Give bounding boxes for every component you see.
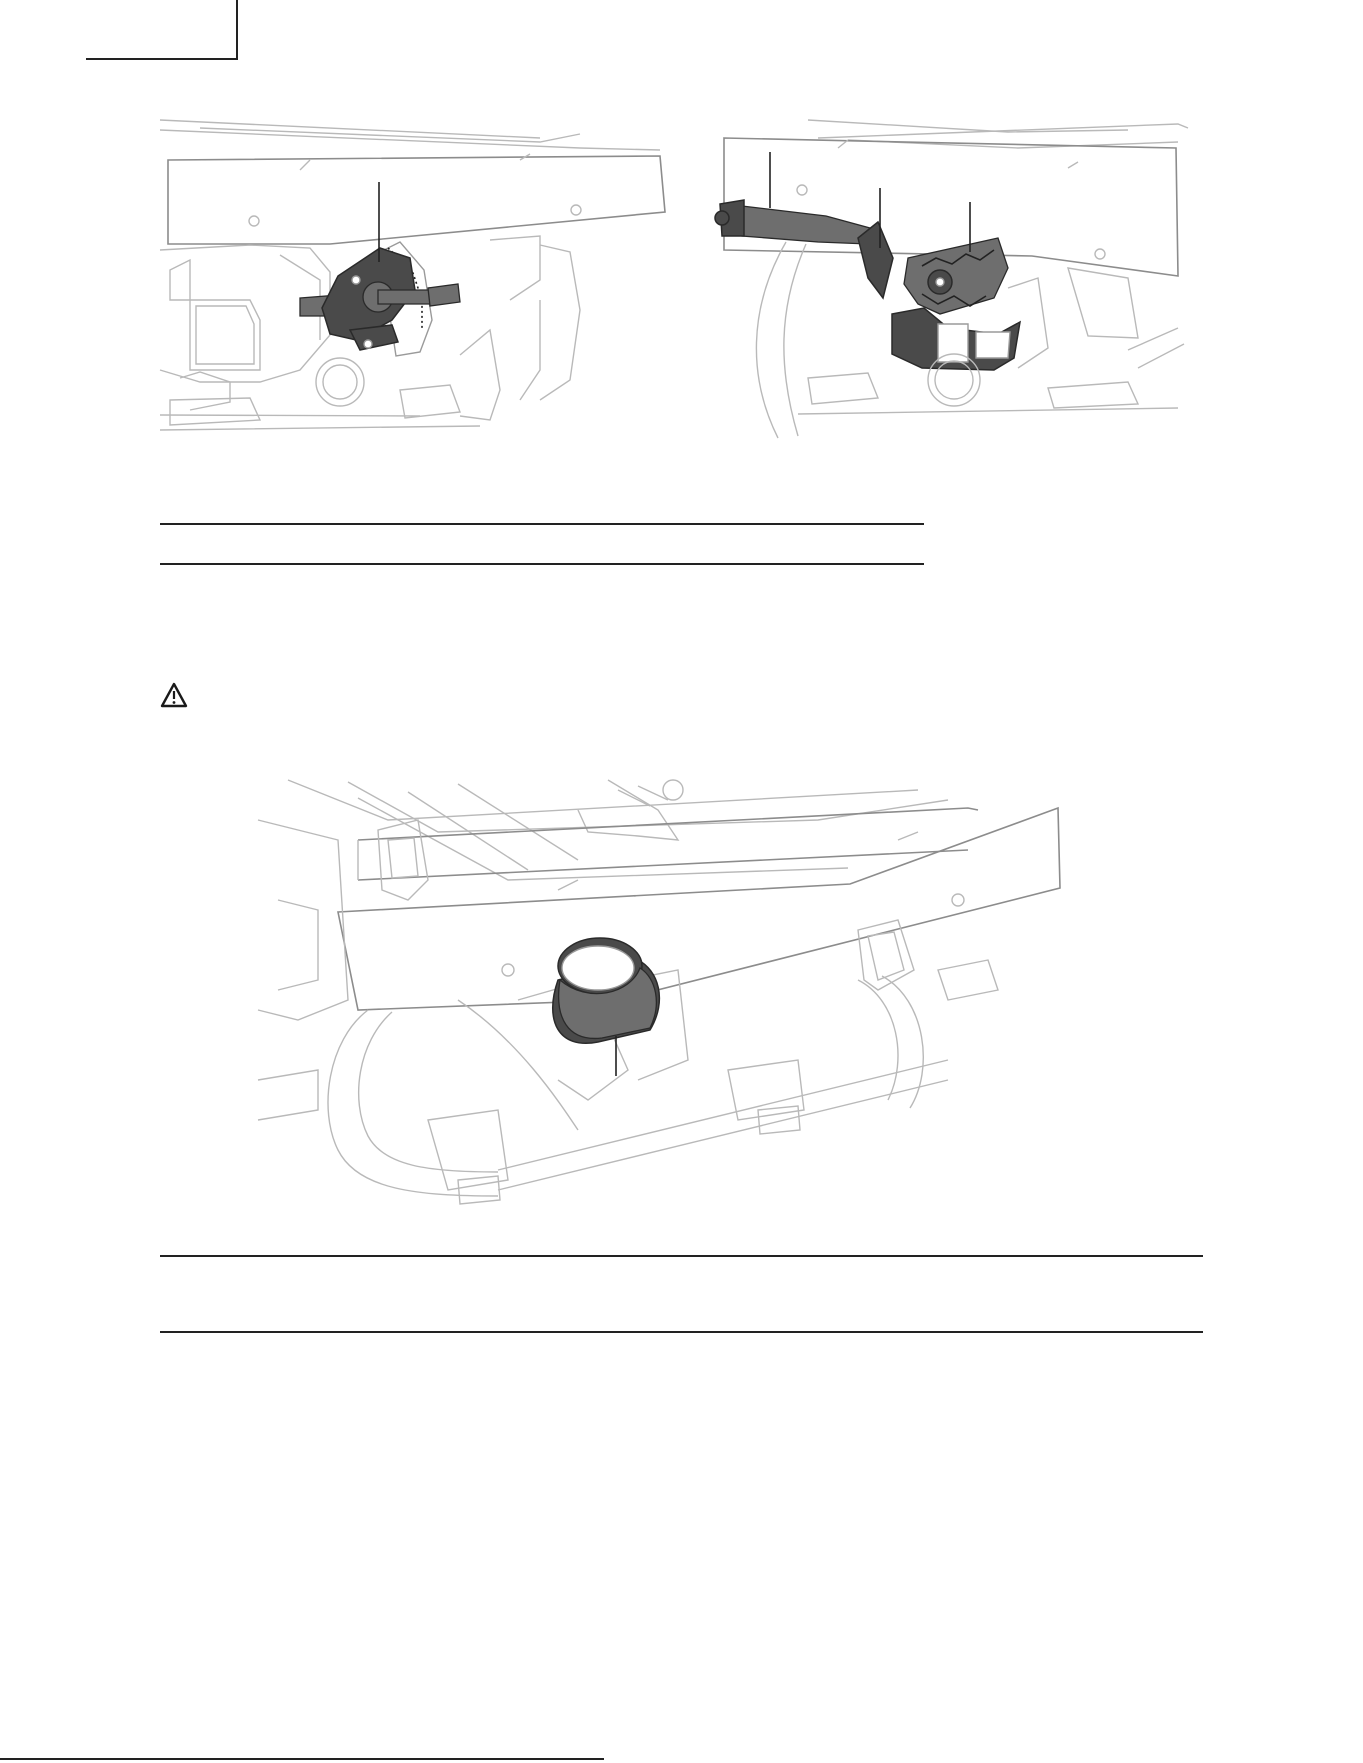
caption-rule-bottom xyxy=(160,563,924,565)
header-tab-box xyxy=(86,0,238,60)
caption-rule-top xyxy=(160,523,924,525)
footer-rule xyxy=(0,1758,604,1760)
figure-bevel-dial xyxy=(160,120,680,460)
figure-dust-port xyxy=(258,780,1018,1210)
figure-blade-guard xyxy=(708,118,1188,458)
warning-triangle-icon xyxy=(160,682,188,708)
caption-rule-bottom-figure-bottom xyxy=(160,1331,1203,1333)
caption-rule-bottom-figure-top xyxy=(160,1255,1203,1257)
